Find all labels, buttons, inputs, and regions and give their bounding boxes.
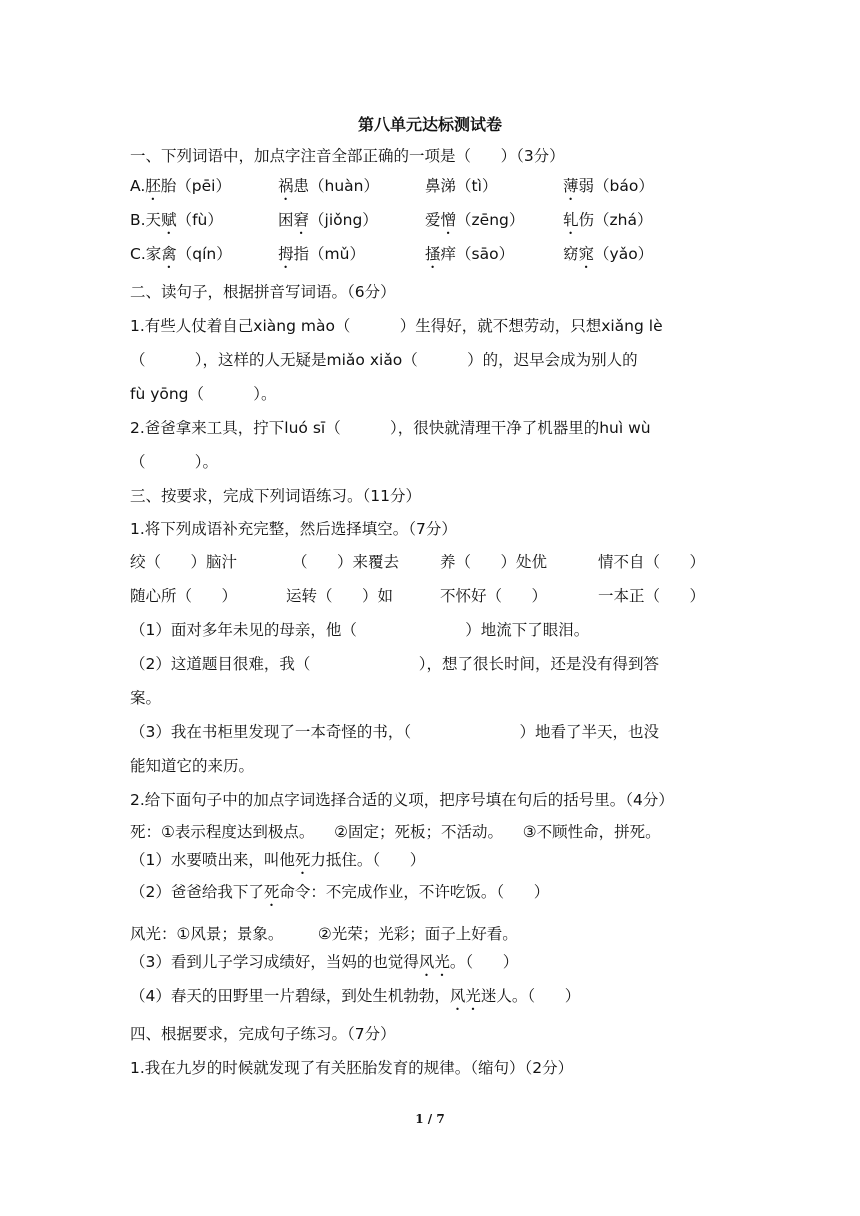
fengguang-item3: （3）看到儿子学习成绩好，当妈的也觉得风光。（ ） xyxy=(130,953,519,971)
q1-option-a-item1: A.胚胎（pēi） xyxy=(130,177,231,195)
q1-option-a-item2: 祸患（huàn） xyxy=(278,177,379,195)
idiom-item: 养（ ）处优 xyxy=(440,553,548,571)
q1-option-c-item4: 窈窕（yǎo） xyxy=(563,245,654,263)
q2-line2: （ ），这样的人无疑是miǎo xiǎo（ ）的，迟早会成为别人的 xyxy=(130,351,638,369)
q1-option-c-item2: 拇指（mǔ） xyxy=(278,245,365,263)
q2-line5: （ ）。 xyxy=(130,453,219,471)
q1-option-a-item4: 薄弱（báo） xyxy=(563,177,654,195)
q4-heading: 四、根据要求，完成句子练习。（7分） xyxy=(130,1025,396,1043)
q1-option-b-item3: 爱憎（zēng） xyxy=(425,211,525,229)
si-item2: （2）爸爸给我下了死命令：不完成作业，不许吃饭。（ ） xyxy=(130,883,550,901)
idiom-item: 不怀好（ ） xyxy=(440,587,548,605)
q1-option-c-item1: C.家禽（qín） xyxy=(130,245,232,263)
q4-sub1: 1.我在九岁的时候就发现了有关胚胎发育的规律。（缩句）（2分） xyxy=(130,1059,574,1077)
q3-sentence3: （3）我在书柜里发现了一本奇怪的书，（ ）地看了半天，也没 xyxy=(130,723,660,741)
q1-option-b-item1: B.天赋（fù） xyxy=(130,211,223,229)
q3-sentence3-cont: 能知道它的来历。 xyxy=(130,757,255,775)
q2-line4: 2.爸爸拿来工具，拧下luó sī（ ），很快就清理干净了机器里的huì wù xyxy=(130,419,651,437)
exam-title: 第八单元达标测试卷 xyxy=(357,115,502,134)
fengguang-item4: （4）春天的田野里一片碧绿，到处生机勃勃，风光迷人。（ ） xyxy=(130,987,581,1005)
q1-option-b-item4: 轧伤（zhá） xyxy=(563,211,653,229)
q3-sentence2: （2）这道题目很难，我（ ），想了很长时间，还是没有得到答 xyxy=(130,655,660,673)
q2-heading: 二、读句子，根据拼音写词语。（6分） xyxy=(130,283,396,301)
q3-heading: 三、按要求，完成下列词语练习。（11分） xyxy=(130,487,421,505)
page-number: 1 / 7 xyxy=(415,1112,445,1126)
q3-sub1: 1.将下列成语补充完整，然后选择填空。（7分） xyxy=(130,520,457,538)
idiom-item: （ ）来覆去 xyxy=(292,553,400,571)
si-item1: （1）水要喷出来，叫他死力抵住。（ ） xyxy=(130,851,426,869)
q1-option-c-item3: 搔痒（sāo） xyxy=(425,245,515,263)
q1-heading: 一、下列词语中，加点字注音全部正确的一项是（ ）（3分） xyxy=(130,147,565,165)
fengguang-definitions: 风光：①风景；景象。 ②光荣；光彩；面子上好看。 xyxy=(130,925,518,943)
q3-sentence1: （1）面对多年未见的母亲，他（ ）地流下了眼泪。 xyxy=(130,621,590,639)
idiom-item: 一本正（ ） xyxy=(598,587,706,605)
q2-line3: fù yōng（ ）。 xyxy=(130,385,277,403)
q3-sub2: 2.给下面句子中的加点字词选择合适的义项，把序号填在句后的括号里。（4分） xyxy=(130,791,674,809)
q1-option-b-item2: 困窘（jiǒng） xyxy=(278,211,378,229)
idiom-item: 随心所（ ） xyxy=(130,587,238,605)
si-definitions: 死：①表示程度达到极点。 ②固定；死板；不活动。 ③不顾性命，拼死。 xyxy=(130,823,661,841)
q3-sentence2-cont: 案。 xyxy=(130,689,162,707)
q2-line1: 1.有些人仗着自己xiàng mào（ ）生得好，就不想劳动，只想xiǎng lè xyxy=(130,317,663,335)
q1-option-a-item3: 鼻涕（tì） xyxy=(425,177,498,195)
idiom-item: 运转（ ）如 xyxy=(286,587,394,605)
idiom-item: 情不自（ ） xyxy=(598,553,706,571)
idiom-item: 绞（ ）脑汁 xyxy=(130,553,238,571)
